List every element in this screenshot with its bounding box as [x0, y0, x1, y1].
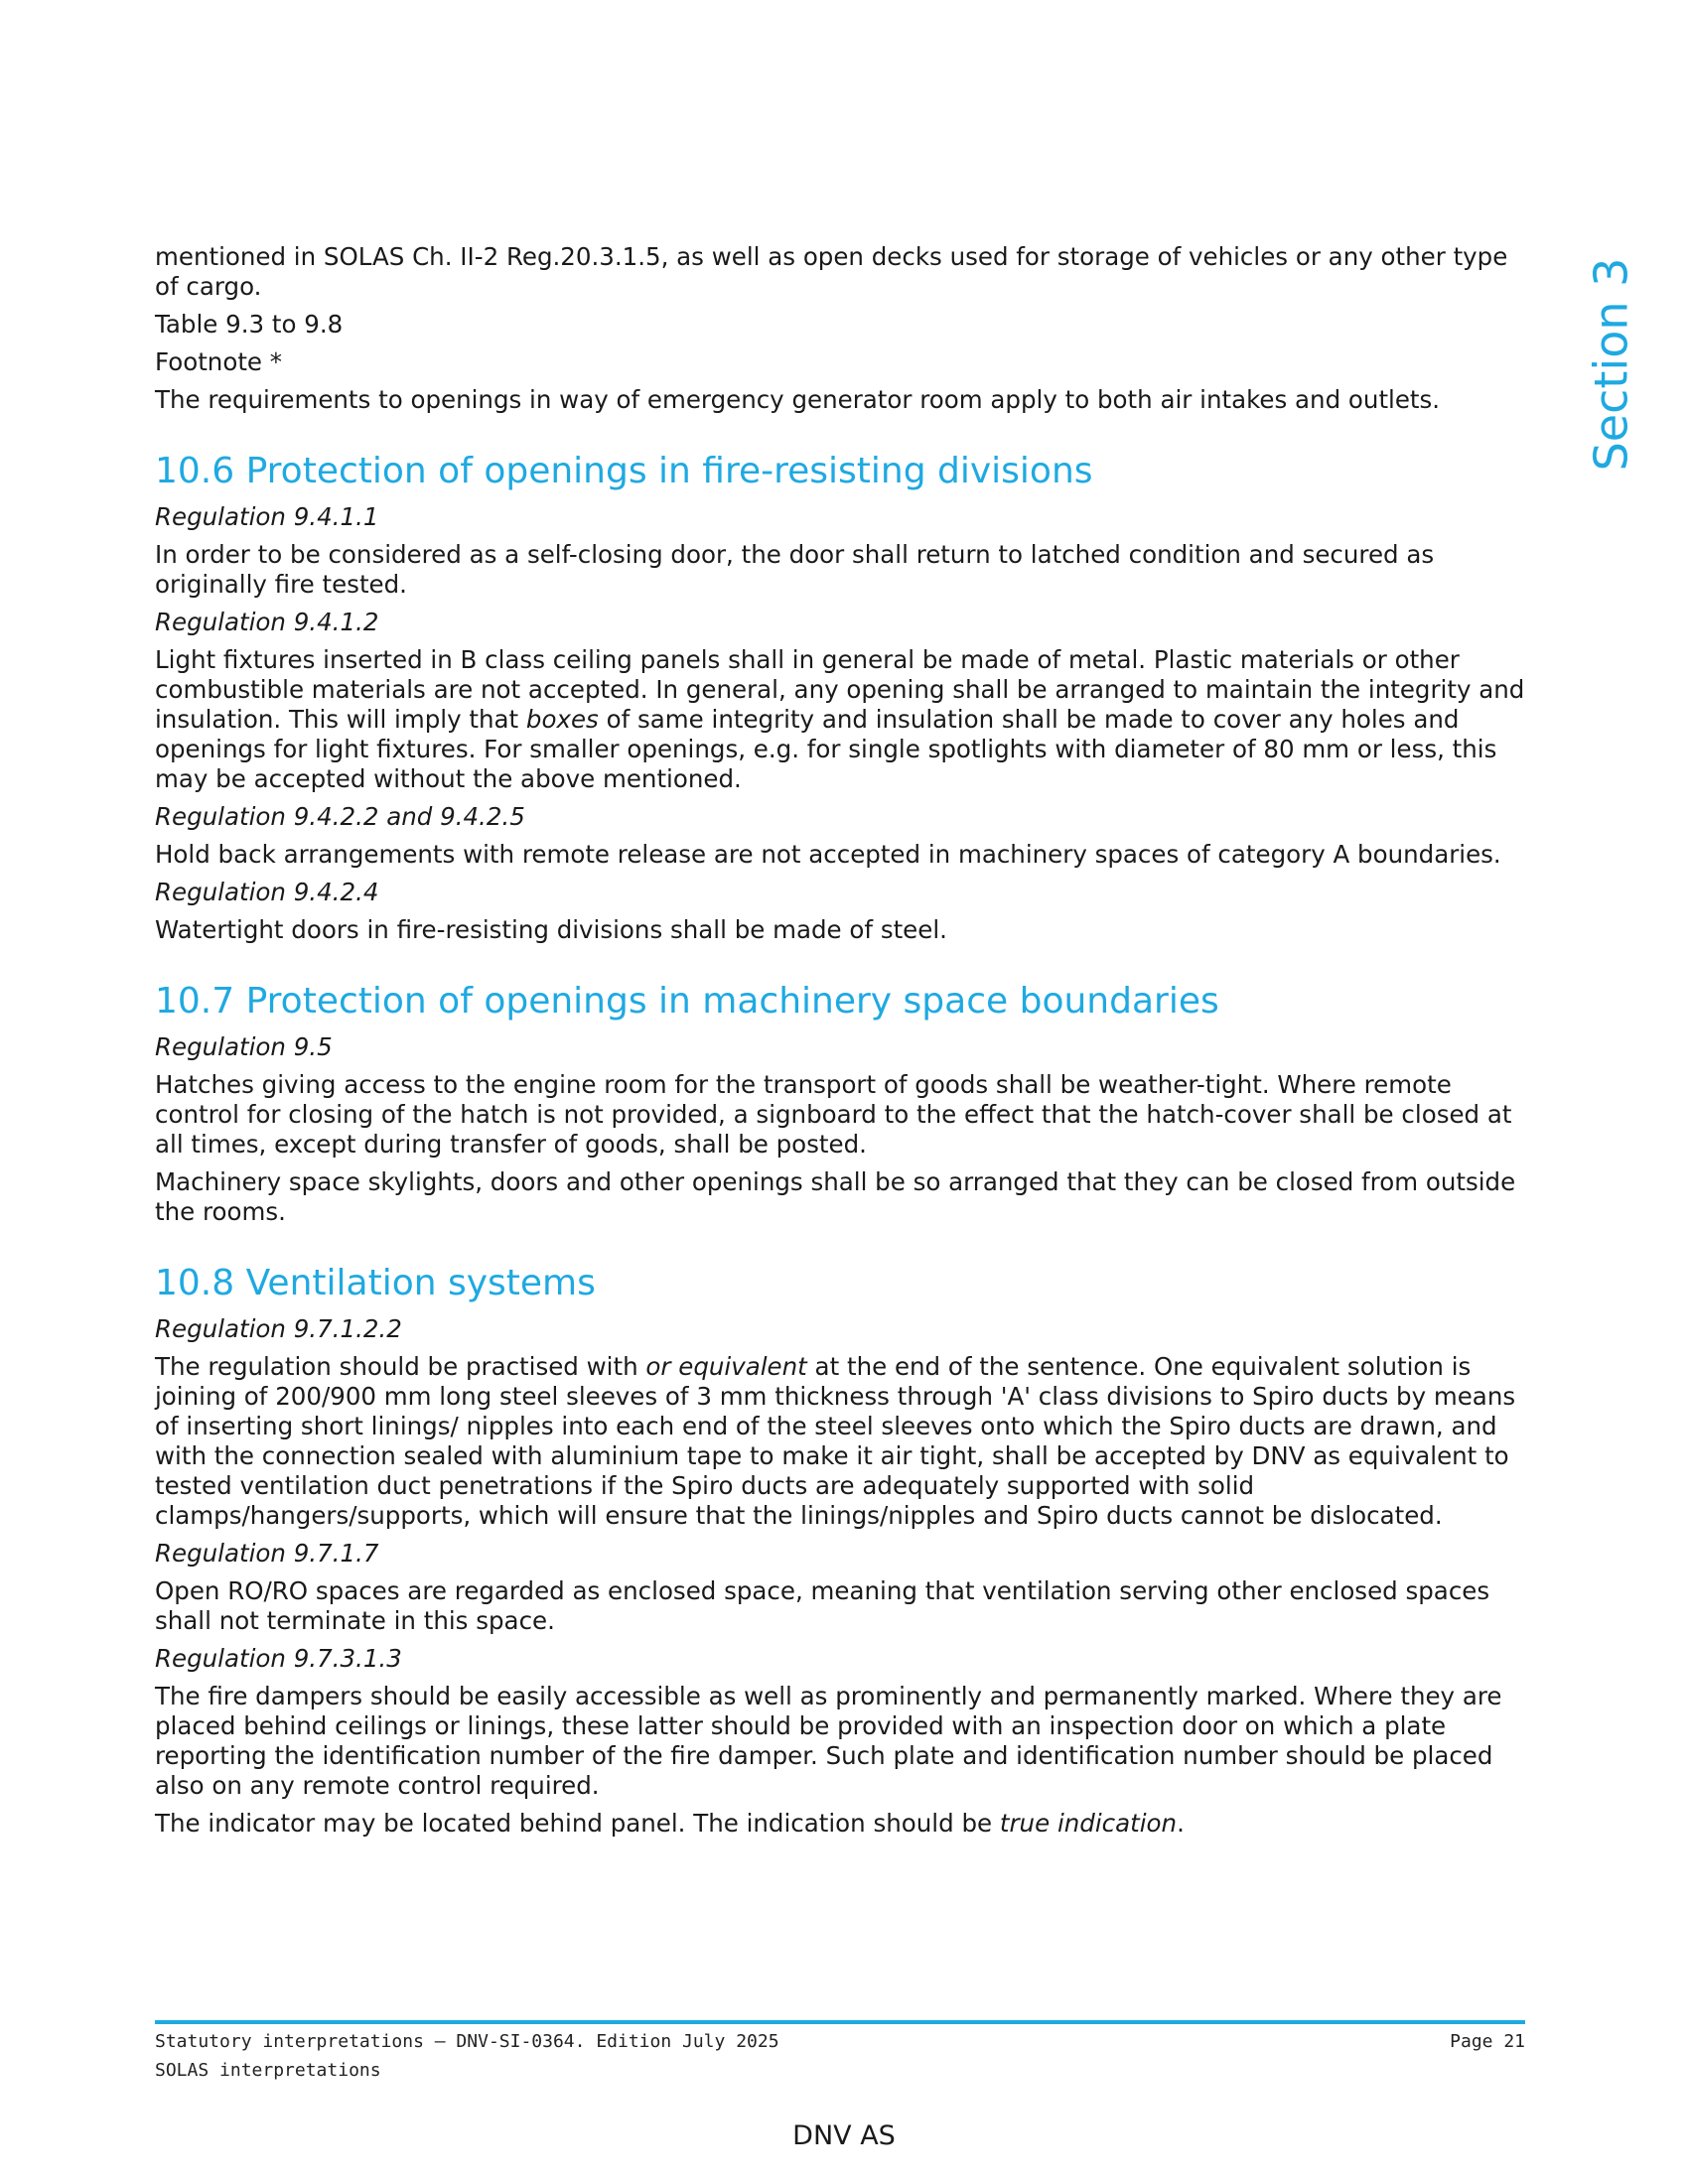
regulation-text: Open RO/RO spaces are regarded as enclosed space, meaning that ventilation serving other enclosed spaces shall not terminate in this space.	[155, 1576, 1490, 1635]
regulation-text	[155, 1809, 1535, 1839]
heading-10-7: 10.7 Protection of openings in machinery space boundaries	[155, 981, 1219, 1022]
emphasis: or equivalent	[645, 1352, 807, 1381]
regulation-ref: Regulation 9.7.1.2.2	[155, 1314, 402, 1343]
text-span: The indicator may be located behind panel. The indication should be	[155, 1809, 1000, 1838]
regulation-text: Hatches giving access to the engine room for the transport of goods shall be weather-tight. Where remote control for closing of the hatch is not provided, a signboard to the effect that the hatch-cover shall be closed at all times, except during transfer of goods, shall be posted.	[155, 1070, 1512, 1159]
section-tab	[1584, 257, 1638, 472]
regulation-text: In order to be considered as a self-closing door, the door shall return to latched condition and secured as originally fire tested.	[155, 540, 1435, 599]
regulation-ref: Regulation 9.5	[155, 1032, 333, 1061]
section-label: Section 3	[1584, 257, 1638, 472]
footer-doc-subtitle: SOLAS interpretations	[155, 2060, 381, 2081]
regulation-ref: Regulation 9.4.2.4	[155, 878, 379, 906]
text-span: .	[1177, 1809, 1185, 1838]
regulation-ref: Regulation 9.7.1.7	[155, 1539, 379, 1568]
footer-doc-title: Statutory interpretations — DNV-SI-0364. Edition July 2025	[155, 2031, 779, 2052]
regulation-text: Watertight doors in fire-resisting divisions shall be made of steel.	[155, 915, 947, 944]
text-span: Light fixtures inserted in B class ceiling panels shall in general be made of metal. Plastic materials or other combustible materials are not accepted. In general, any opening shall be arranged to maintain the integrity and insulation. This will imply that	[155, 645, 1525, 734]
publisher-name: DNV AS	[792, 2120, 896, 2151]
regulation-ref: Regulation 9.7.3.1.3	[155, 1644, 402, 1673]
footer-page-number: Page 21	[1450, 2031, 1525, 2052]
regulation-text: The fire dampers should be easily accessible as well as prominently and permanently marked. Where they are placed behind ceilings or linings, these latter should be provided with an inspection door on which a plate reporting the identification number of the fire damper. Such plate and identification number should be placed also on any remote control required.	[155, 1682, 1502, 1800]
text-span: The regulation should be practised with	[155, 1352, 646, 1381]
intro-footnote-ref: Footnote *	[155, 347, 283, 376]
regulation-text	[155, 1352, 1535, 1531]
text-span: at the end of the sentence. One equivalent solution is joining of 200/900 mm long steel sleeves of 3 mm thickness through 'A' class divisions to Spiro ducts by means of inserting short linings/ nipples into each end of the steel sleeves onto which the Spiro ducts are drawn, and with the connection sealed with aluminium tape to make it air tight, shall be accepted by DNV as equivalent to tested ventilation duct penetrations if the Spiro ducts are adequately supported with solid clamps/hangers/supports, which will ensure that the linings/nipples and Spiro ducts cannot be dislocated.	[155, 1352, 1516, 1530]
footer-divider	[155, 2020, 1525, 2024]
regulation-text: Hold back arrangements with remote release are not accepted in machinery spaces of category A boundaries.	[155, 840, 1501, 869]
regulation-ref: Regulation 9.4.1.1	[155, 502, 379, 531]
regulation-ref: Regulation 9.4.2.2 and 9.4.2.5	[155, 802, 525, 831]
intro-table-ref: Table 9.3 to 9.8	[155, 310, 344, 339]
heading-10-8: 10.8 Ventilation systems	[155, 1263, 596, 1303]
regulation-text: Machinery space skylights, doors and other openings shall be so arranged that they can be closed from outside the rooms.	[155, 1167, 1516, 1226]
regulation-ref: Regulation 9.4.1.2	[155, 608, 379, 636]
emphasis: boxes	[525, 705, 599, 734]
regulation-text	[155, 645, 1535, 794]
heading-10-6: 10.6 Protection of openings in fire-resisting divisions	[155, 451, 1093, 491]
emphasis: true indication	[999, 1809, 1178, 1838]
intro-paragraph: mentioned in SOLAS Ch. II-2 Reg.20.3.1.5, as well as open decks used for storage of vehicles or any other type of cargo.	[155, 242, 1508, 301]
text-span: of same integrity and insulation shall be made to cover any holes and openings for light fixtures. For smaller openings, e.g. for single spotlights with diameter of 80 mm or less, this may be accepted without the above mentioned.	[155, 705, 1497, 793]
intro-requirement: The requirements to openings in way of emergency generator room apply to both air intakes and outlets.	[155, 385, 1441, 414]
page-body	[155, 242, 1535, 1846]
